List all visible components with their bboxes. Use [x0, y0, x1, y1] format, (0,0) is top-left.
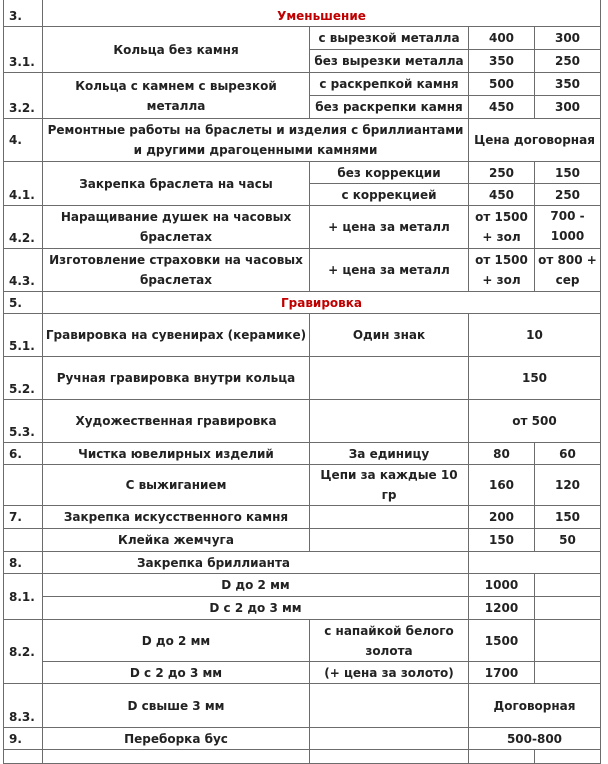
row-5-2-price: 150: [469, 357, 601, 400]
row-4-3-price-b: от 800 + сер: [535, 249, 601, 292]
row-8-3-number: 8.3.: [4, 684, 43, 728]
row-5-3-number: 5.3.: [4, 400, 43, 443]
row-5-2-unit: [310, 357, 469, 400]
row-5-3-name: Художественная гравировка: [43, 400, 310, 443]
row-8-2-option-2-note: (+ цена за золото): [310, 662, 469, 684]
row-6-number: 6.: [4, 443, 43, 465]
row-6-price-a: 80: [469, 443, 535, 465]
row-3-1-name: Кольца без камня: [43, 27, 310, 73]
row-8-2-number: 8.2.: [4, 620, 43, 684]
row-6b-name: С выжиганием: [43, 465, 310, 506]
row-4-1-option-1: без коррекции: [310, 162, 469, 184]
row-3-2-option-1-price-a: 500: [469, 73, 535, 96]
row-6b-number: [4, 465, 43, 506]
row-4-2-number: 4.2.: [4, 206, 43, 249]
row-8-3-note: [310, 684, 469, 728]
row-6b-unit: Цепи за каждые 10 гр: [310, 465, 469, 506]
row-7b-price-b: 50: [535, 529, 601, 552]
trailing-row-unit: [310, 750, 469, 764]
row-4-1-option-2-price-a: 450: [469, 184, 535, 206]
row-4-2-name: Наращивание душек на часовых браслетах: [43, 206, 310, 249]
row-8-2-option-2: D с 2 до 3 мм: [43, 662, 310, 684]
row-6-name: Чистка ювелирных изделий: [43, 443, 310, 465]
row-8-1-option-1: D до 2 мм: [43, 574, 469, 597]
row-8-1-number: 8.1.: [4, 574, 43, 620]
section-3-number: 3.: [4, 0, 43, 27]
row-7-price-a: 200: [469, 506, 535, 529]
row-7-name: Закрепка искусственного камня: [43, 506, 310, 529]
row-4-1-option-2-price-b: 250: [535, 184, 601, 206]
row-4-1-option-1-price-a: 250: [469, 162, 535, 184]
trailing-row-name: [43, 750, 310, 764]
row-8-1-option-2: D с 2 до 3 мм: [43, 597, 469, 620]
row-4-3-price-a: от 1500 + зол: [469, 249, 535, 292]
row-5-1-number: 5.1.: [4, 314, 43, 357]
row-9-unit: [310, 728, 469, 750]
row-3-1-option-1: с вырезкой металла: [310, 27, 469, 50]
row-7b-number: [4, 529, 43, 552]
row-3-2-number: 3.2.: [4, 73, 43, 119]
row-6-unit: За единицу: [310, 443, 469, 465]
row-8-2-option-1-price: 1500: [469, 620, 535, 662]
row-7b-price-a: 150: [469, 529, 535, 552]
row-4-1-name: Закрепка браслета на часы: [43, 162, 310, 206]
row-4-2-note: + цена за металл: [310, 206, 469, 249]
row-3-2-option-2: без раскрепки камня: [310, 96, 469, 119]
row-4-3-note: + цена за металл: [310, 249, 469, 292]
trailing-row-price-b: [535, 750, 601, 764]
row-9-name: Переборка бус: [43, 728, 310, 750]
row-4-1-number: 4.1.: [4, 162, 43, 206]
row-8-2-option-1-note: с напайкой белого золота: [310, 620, 469, 662]
row-7b-name: Клейка жемчуга: [43, 529, 310, 552]
row-8-2-option-2-price: 1700: [469, 662, 535, 684]
row-5-2-name: Ручная гравировка внутри кольца: [43, 357, 310, 400]
row-3-2-option-1: с раскрепкой камня: [310, 73, 469, 96]
row-7-unit: [310, 506, 469, 529]
row-7-number: 7.: [4, 506, 43, 529]
row-4-3-number: 4.3.: [4, 249, 43, 292]
row-7-price-b: 150: [535, 506, 601, 529]
row-4-price: Цена договорная: [469, 119, 601, 162]
row-9-number: 9.: [4, 728, 43, 750]
row-5-2-number: 5.2.: [4, 357, 43, 400]
row-4-1-option-1-price-b: 150: [535, 162, 601, 184]
row-4-2-price-b: 700 - 1000: [535, 206, 601, 249]
row-5-1-price: 10: [469, 314, 601, 357]
row-6-price-b: 60: [535, 443, 601, 465]
section-5-title: Гравировка: [43, 292, 601, 314]
section-5-number: 5.: [4, 292, 43, 314]
row-3-1-option-2: без вырезки металла: [310, 50, 469, 73]
section-8-price: [469, 552, 601, 574]
row-5-1-name: Гравировка на сувенирах (керамике): [43, 314, 310, 357]
row-4-3-name: Изготовление страховки на часовых браслетах: [43, 249, 310, 292]
row-3-1-option-2-price-b: 250: [535, 50, 601, 73]
row-3-1-option-2-price-a: 350: [469, 50, 535, 73]
row-8-2-option-1-extra: [535, 620, 601, 662]
row-8-2-option-1: D до 2 мм: [43, 620, 310, 662]
row-8-1-option-1-extra: [535, 574, 601, 597]
row-8-2-option-2-extra: [535, 662, 601, 684]
row-5-3-price: от 500: [469, 400, 601, 443]
row-3-1-number: 3.1.: [4, 27, 43, 73]
trailing-row-number: [4, 750, 43, 764]
row-4-number: 4.: [4, 119, 43, 162]
row-3-2-option-2-price-a: 450: [469, 96, 535, 119]
row-5-1-unit: Один знак: [310, 314, 469, 357]
row-8-3-option: D свыше 3 мм: [43, 684, 310, 728]
row-3-1-option-1-price-b: 300: [535, 27, 601, 50]
row-8-1-option-1-price: 1000: [469, 574, 535, 597]
row-8-1-option-2-extra: [535, 597, 601, 620]
row-3-1-option-1-price-a: 400: [469, 27, 535, 50]
section-3-title: Уменьшение: [43, 0, 601, 27]
section-8-title: Закрепка бриллианта: [43, 552, 469, 574]
price-table: [3, 0, 601, 764]
row-3-2-name: Кольца с камнем с вырезкой металла: [43, 73, 310, 119]
section-8-number: 8.: [4, 552, 43, 574]
row-3-2-option-2-price-b: 300: [535, 96, 601, 119]
row-4-2-price-a: от 1500 + зол: [469, 206, 535, 249]
row-9-price: 500-800: [469, 728, 601, 750]
row-6b-price-b: 120: [535, 465, 601, 506]
row-4-1-option-2: с коррекцией: [310, 184, 469, 206]
row-3-2-option-1-price-b: 350: [535, 73, 601, 96]
trailing-row-price-a: [469, 750, 535, 764]
row-8-3-price: Договорная: [469, 684, 601, 728]
row-5-3-unit: [310, 400, 469, 443]
row-6b-price-a: 160: [469, 465, 535, 506]
row-4-name: Ремонтные работы на браслеты и изделия с бриллиантами и другими драгоценными камнями: [43, 119, 469, 162]
row-8-1-option-2-price: 1200: [469, 597, 535, 620]
row-7b-unit: [310, 529, 469, 552]
